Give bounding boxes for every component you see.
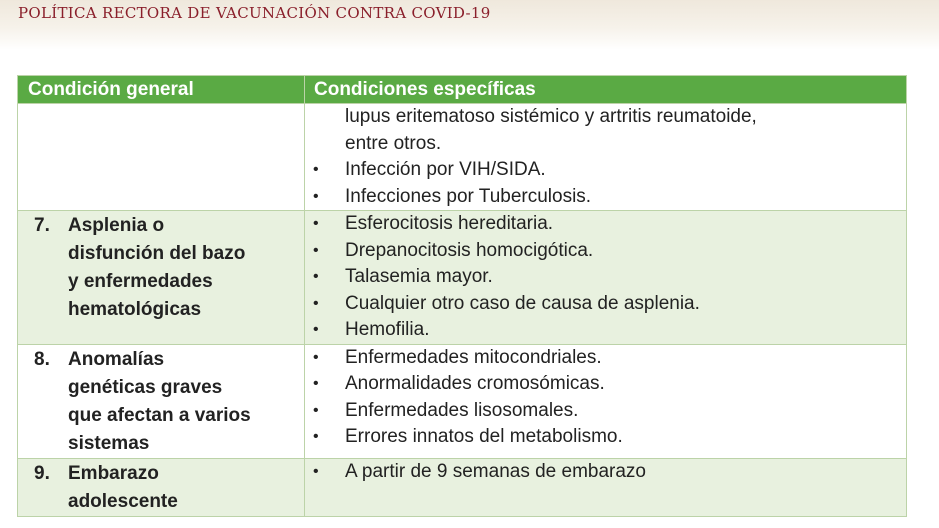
list-item: • Esferocitosis hereditaria. <box>305 211 906 238</box>
list-item: • Infecciones por Tuberculosis. <box>305 184 906 211</box>
table-row <box>18 211 907 345</box>
bullet-icon: • <box>313 401 319 419</box>
condition-number: 7. <box>34 215 50 236</box>
bullet-icon: • <box>313 241 319 259</box>
table-row <box>18 344 907 458</box>
list-item: • Drepanocitosis homocigótica. <box>305 238 906 265</box>
specific-conditions-list <box>305 211 906 344</box>
bullet-icon: • <box>313 294 319 312</box>
list-item: lupus eritematoso sistémico y artritis reumatoide, <box>345 106 757 127</box>
general-condition-cell <box>18 344 305 458</box>
document-title: POLÍTICA RECTORA DE VACUNACIÓN CONTRA COVID-19 <box>18 4 491 22</box>
bullet-icon: • <box>313 375 319 392</box>
specific-conditions-list <box>305 104 906 210</box>
condition-number: 9. <box>34 462 50 484</box>
bullet-icon: • <box>313 321 319 338</box>
list-item: • Enfermedades mitocondriales. <box>305 345 906 372</box>
list-item: • Anormalidades cromosómicas. <box>305 371 906 398</box>
list-item: • Hemofilia. <box>305 317 906 344</box>
specific-conditions-cell <box>305 211 907 345</box>
table-row <box>18 104 907 211</box>
vaccination-conditions-table <box>17 75 907 517</box>
general-condition-cell <box>18 458 305 516</box>
column-header-general: Condición general <box>18 76 305 104</box>
specific-conditions-cell <box>305 104 907 211</box>
list-item: entre otros. <box>345 132 442 154</box>
specific-conditions-cell <box>305 458 907 516</box>
specific-conditions-cell <box>305 344 907 458</box>
general-condition-cell <box>18 211 305 345</box>
condition-label: Asplenia o disfunción del bazo y enfermedades hematológicas <box>68 215 246 320</box>
condition-number: 8. <box>34 348 50 370</box>
table-row <box>18 458 907 516</box>
bullet-icon: • <box>313 161 319 178</box>
bullet-icon: • <box>313 348 319 366</box>
bullet-icon: • <box>313 268 319 285</box>
bullet-icon: • <box>313 215 319 232</box>
list-item: • Talasemia mayor. <box>305 264 906 291</box>
list-item: • Enfermedades lisosomales. <box>305 398 906 425</box>
specific-conditions-list <box>305 345 906 451</box>
list-item: • A partir de 9 semanas de embarazo <box>305 459 906 486</box>
condition-label: Embarazo adolescente <box>68 462 178 512</box>
list-item: • Errores innatos del metabolismo. <box>305 424 906 451</box>
bullet-icon: • <box>313 428 319 445</box>
condition-label: Anomalías genéticas graves que afectan a varios sistemas <box>68 348 251 454</box>
column-header-specific: Condiciones específicas <box>305 76 907 104</box>
specific-conditions-list <box>305 459 906 486</box>
bullet-icon: • <box>313 187 319 205</box>
list-item: • Infección por VIH/SIDA. <box>305 157 906 184</box>
header-bar <box>0 0 939 50</box>
bullet-icon: • <box>313 462 319 480</box>
list-item: • Cualquier otro caso de causa de asplenia. <box>305 291 906 318</box>
table-header-row <box>18 76 907 104</box>
general-condition-cell <box>18 104 305 211</box>
